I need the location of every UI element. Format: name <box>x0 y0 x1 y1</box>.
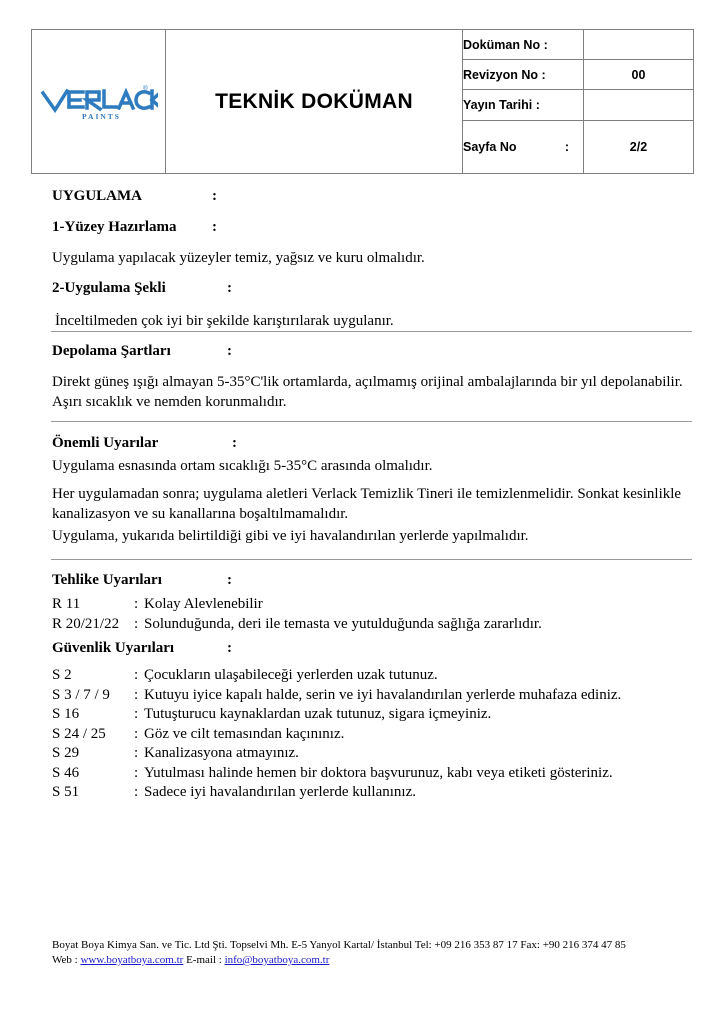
svg-text:®: ® <box>142 84 148 92</box>
section-onemli-p1 <box>52 456 692 476</box>
document-title: TEKNİK DOKÜMAN <box>215 89 413 113</box>
tehlike-uyarilari-heading <box>52 572 692 589</box>
divider-after-depolama <box>51 421 692 422</box>
divider-after-uygulama <box>51 331 692 332</box>
safety-colon: : <box>134 784 139 800</box>
yuzey-hazirlama-heading-text: 1-Yüzey Hazırlama <box>52 219 177 235</box>
guvenlik-uyarilari-heading-colon: : <box>227 640 232 656</box>
section-yuzey-hazirlama-heading <box>52 219 692 236</box>
list-item <box>52 705 702 725</box>
section-depolama-text <box>52 372 697 412</box>
safety-colon: : <box>134 706 139 722</box>
tehlike-uyarilari-heading-colon: : <box>227 572 232 588</box>
onemli-uyarilar-heading-colon: : <box>232 435 237 451</box>
safety-text: Göz ve cilt temasından kaçınınız. <box>144 725 345 742</box>
guvenlik-uyarilari-heading-text: Güvenlik Uyarıları <box>52 640 175 656</box>
list-item <box>52 615 692 635</box>
divider-after-onemli <box>51 559 692 560</box>
meta-label-yayin-tarihi <box>463 90 584 120</box>
verlack-logo-icon <box>40 82 158 122</box>
footer-email-label: E-mail : <box>183 954 225 966</box>
yuzey-hazirlama-heading <box>52 219 692 236</box>
hazard-code: R 20/21/22 <box>52 615 120 632</box>
depolama-heading <box>52 343 692 360</box>
section-tehlike-heading <box>52 572 692 589</box>
meta-colon: : <box>564 139 569 154</box>
meta-colon: : <box>543 37 548 52</box>
meta-label-text: Sayfa No <box>463 139 517 154</box>
guvenlik-uyarilari-list <box>52 666 702 803</box>
meta-label-text: Yayın Tarihi <box>463 98 533 112</box>
safety-text: Kanalizasyona atmayınız. <box>144 745 299 761</box>
yuzey-hazirlama-paragraph: Uygulama yapılacak yüzeyler temiz, yağsız ve kuru olmalıdır. <box>52 250 425 266</box>
footer-contact-line <box>52 953 702 968</box>
safety-text: Tutuşturucu kaynaklardan uzak tutunuz, sigara içmeyiniz. <box>144 706 492 722</box>
uygulama-heading <box>52 188 692 205</box>
meta-label-text: Doküman No <box>463 37 541 52</box>
verlack-logo <box>40 82 158 122</box>
safety-code: S 24 / 25 <box>52 725 106 742</box>
safety-code: S 46 <box>52 764 80 781</box>
safety-colon: : <box>134 667 139 683</box>
section-yuzey-hazirlama-text <box>52 248 692 268</box>
safety-colon: : <box>134 764 139 781</box>
meta-label-revizyon-no <box>463 60 584 90</box>
section-onemli-heading <box>52 435 692 452</box>
uygulama-sekli-paragraph: İnceltilmeden çok iyi bir şekilde karıştırılarak uygulanır. <box>55 313 394 329</box>
list-item <box>52 666 702 686</box>
meta-value-dokuman-no <box>584 30 694 60</box>
onemli-uyarilar-paragraph-3: Uygulama, yukarıda belirtildiği gibi ve iyi havalandırılan yerlerde yapılmalıdır. <box>52 528 529 544</box>
meta-label-text: Revizyon No <box>463 67 539 82</box>
list-item <box>52 783 702 803</box>
footer-web-label: Web : <box>52 954 81 966</box>
yuzey-hazirlama-heading-colon: : <box>212 219 217 235</box>
svg-text:PAINTS: PAINTS <box>81 111 121 121</box>
safety-code: S 51 <box>52 784 80 800</box>
safety-colon: : <box>134 745 139 761</box>
list-item <box>52 744 702 764</box>
section-uygulama-sekli-text <box>55 311 695 331</box>
hazard-code: R 11 <box>52 596 81 612</box>
safety-code: S 3 / 7 / 9 <box>52 686 110 703</box>
section-onemli-p3 <box>52 526 692 546</box>
meta-label-sayfa-no <box>463 120 584 173</box>
meta-colon: : <box>541 67 546 82</box>
document-header-table <box>31 29 694 174</box>
hazard-colon: : <box>134 596 139 612</box>
tehlike-uyarilari-list <box>52 595 692 634</box>
section-uygulama-sekli-heading <box>52 280 692 297</box>
section-onemli-p2 <box>52 484 697 524</box>
list-item <box>52 686 702 706</box>
safety-text: Çocukların ulaşabileceği yerlerden uzak tutunuz. <box>144 667 438 683</box>
section-uygulama-heading <box>52 188 692 205</box>
hazard-text: Kolay Alevlenebilir <box>144 596 263 612</box>
safety-text: Yutulması halinde hemen bir doktora başvurunuz, kabı veya etiketi gösteriniz. <box>144 764 613 781</box>
depolama-heading-text: Depolama Şartları <box>52 343 171 359</box>
footer-website-link[interactable]: www.boyatboya.com.tr <box>80 954 184 966</box>
list-item <box>52 595 692 615</box>
uygulama-heading-text: UYGULAMA <box>52 188 142 204</box>
depolama-paragraph: Direkt güneş ışığı almayan 5-35°C'lik ortamlarda, açılmamış orijinal ambalajlarında bir yıl depolanabilir. Aşırı sıcaklık ve nemden korunmalıdır. <box>52 374 683 410</box>
meta-value-yayin-tarihi <box>584 90 694 120</box>
onemli-uyarilar-paragraph-1: Uygulama esnasında ortam sıcaklığı 5-35°C arasında olmalıdır. <box>52 458 433 474</box>
meta-value-sayfa-no: 2/2 <box>584 120 694 173</box>
guvenlik-uyarilari-heading <box>52 640 692 657</box>
uygulama-sekli-heading-colon: : <box>227 280 232 296</box>
hazard-text: Solunduğunda, deri ile temasta ve yutulduğunda sağlığa zararlıdır. <box>144 615 542 632</box>
uygulama-heading-colon: : <box>212 188 217 204</box>
list-item <box>52 725 702 745</box>
safety-text: Sadece iyi havalandırılan yerlerde kullanınız. <box>144 784 416 800</box>
section-guvenlik-heading <box>52 640 692 657</box>
tehlike-uyarilari-heading-text: Tehlike Uyarıları <box>52 572 162 588</box>
safety-colon: : <box>134 725 139 742</box>
safety-code: S 29 <box>52 745 80 761</box>
document-title-cell <box>166 30 463 174</box>
document-footer <box>52 938 702 968</box>
uygulama-sekli-heading <box>52 280 692 297</box>
onemli-uyarilar-paragraph-2: Her uygulamadan sonra; uygulama aletleri Verlack Temizlik Tineri ile temizlenmelidir. Sonkat kesinlikle kanalizasyon ve su kanallarına boşaltılmamalıdır. <box>52 486 682 522</box>
hazard-colon: : <box>134 615 139 632</box>
footer-company-line: Boyat Boya Kimya San. ve Tic. Ltd Şti. Topselvi Mh. E-5 Yanyol Kartal/ İstanbul Tel: +09 216 353 87 17 Fax: +90 216 374 47 85 <box>52 939 626 951</box>
safety-colon: : <box>134 686 139 703</box>
meta-value-revizyon-no: 00 <box>584 60 694 90</box>
company-logo-cell <box>32 30 166 174</box>
safety-code: S 2 <box>52 667 72 683</box>
onemli-uyarilar-heading-text: Önemli Uyarılar <box>52 435 159 451</box>
section-depolama-heading <box>52 343 692 360</box>
footer-email-link[interactable]: info@boyatboya.com.tr <box>224 954 330 966</box>
meta-colon: : <box>535 98 540 112</box>
meta-label-dokuman-no <box>463 30 584 60</box>
onemli-uyarilar-heading <box>52 435 692 452</box>
safety-text: Kutuyu iyice kapalı halde, serin ve iyi havalandırılan yerlerde muhafaza ediniz. <box>144 686 622 703</box>
depolama-heading-colon: : <box>227 343 232 359</box>
safety-code: S 16 <box>52 706 80 722</box>
uygulama-sekli-heading-text: 2-Uygulama Şekli <box>52 280 166 296</box>
list-item <box>52 764 702 784</box>
